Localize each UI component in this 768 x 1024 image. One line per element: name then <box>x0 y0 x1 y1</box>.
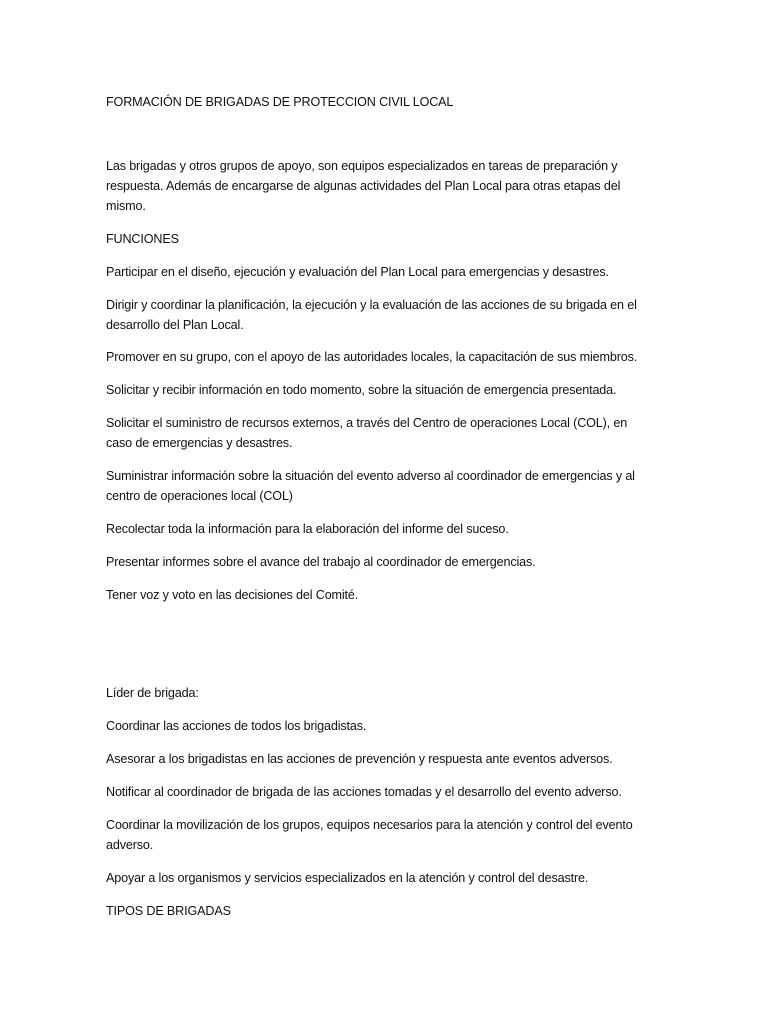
funcion-item-continued: caso de emergencias y desastres. <box>106 436 293 450</box>
funcion-item-continued: centro de operaciones local (COL) <box>106 489 293 503</box>
funcion-item-continued: desarrollo del Plan Local. <box>106 318 244 332</box>
tipos-heading: TIPOS DE BRIGADAS <box>106 904 231 918</box>
funcion-item: Participar en el diseño, ejecución y evaluación del Plan Local para emergencias y desastres. <box>106 265 609 279</box>
lider-item: Coordinar la movilización de los grupos, equipos necesarios para la atención y control del evento <box>106 818 633 832</box>
document-title: FORMACIÓN DE BRIGADAS DE PROTECCION CIVIL LOCAL <box>106 95 454 109</box>
lider-item: Notificar al coordinador de brigada de las acciones tomadas y el desarrollo del evento adverso. <box>106 785 622 799</box>
lider-item: Coordinar las acciones de todos los brigadistas. <box>106 719 367 733</box>
intro-line-1: Las brigadas y otros grupos de apoyo, son equipos especializados en tareas de preparación y <box>106 159 618 173</box>
funcion-item: Tener voz y voto en las decisiones del Comité. <box>106 588 359 602</box>
lider-item-continued: adverso. <box>106 838 154 852</box>
funcion-item: Promover en su grupo, con el apoyo de las autoridades locales, la capacitación de sus miembros. <box>106 350 638 364</box>
funcion-item: Presentar informes sobre el avance del trabajo al coordinador de emergencias. <box>106 555 536 569</box>
lider-item: Apoyar a los organismos y servicios especializados en la atención y control del desastre. <box>106 871 589 885</box>
lider-heading: Líder de brigada: <box>106 686 199 700</box>
lider-item: Asesorar a los brigadistas en las acciones de prevención y respuesta ante eventos adversos. <box>106 752 613 766</box>
funcion-item: Suministrar información sobre la situación del evento adverso al coordinador de emergencias y al <box>106 469 635 483</box>
funciones-heading: FUNCIONES <box>106 232 179 246</box>
funcion-item: Solicitar y recibir información en todo momento, sobre la situación de emergencia presentada. <box>106 383 617 397</box>
funcion-item: Recolectar toda la información para la elaboración del informe del suceso. <box>106 522 509 536</box>
funcion-item: Dirigir y coordinar la planificación, la ejecución y la evaluación de las acciones de su brigada en el <box>106 298 637 312</box>
funcion-item: Solicitar el suministro de recursos externos, a través del Centro de operaciones Local (COL), en <box>106 416 628 430</box>
intro-line-2: respuesta. Además de encargarse de algunas actividades del Plan Local para otras etapas del <box>106 179 621 193</box>
intro-line-3: mismo. <box>106 199 146 213</box>
